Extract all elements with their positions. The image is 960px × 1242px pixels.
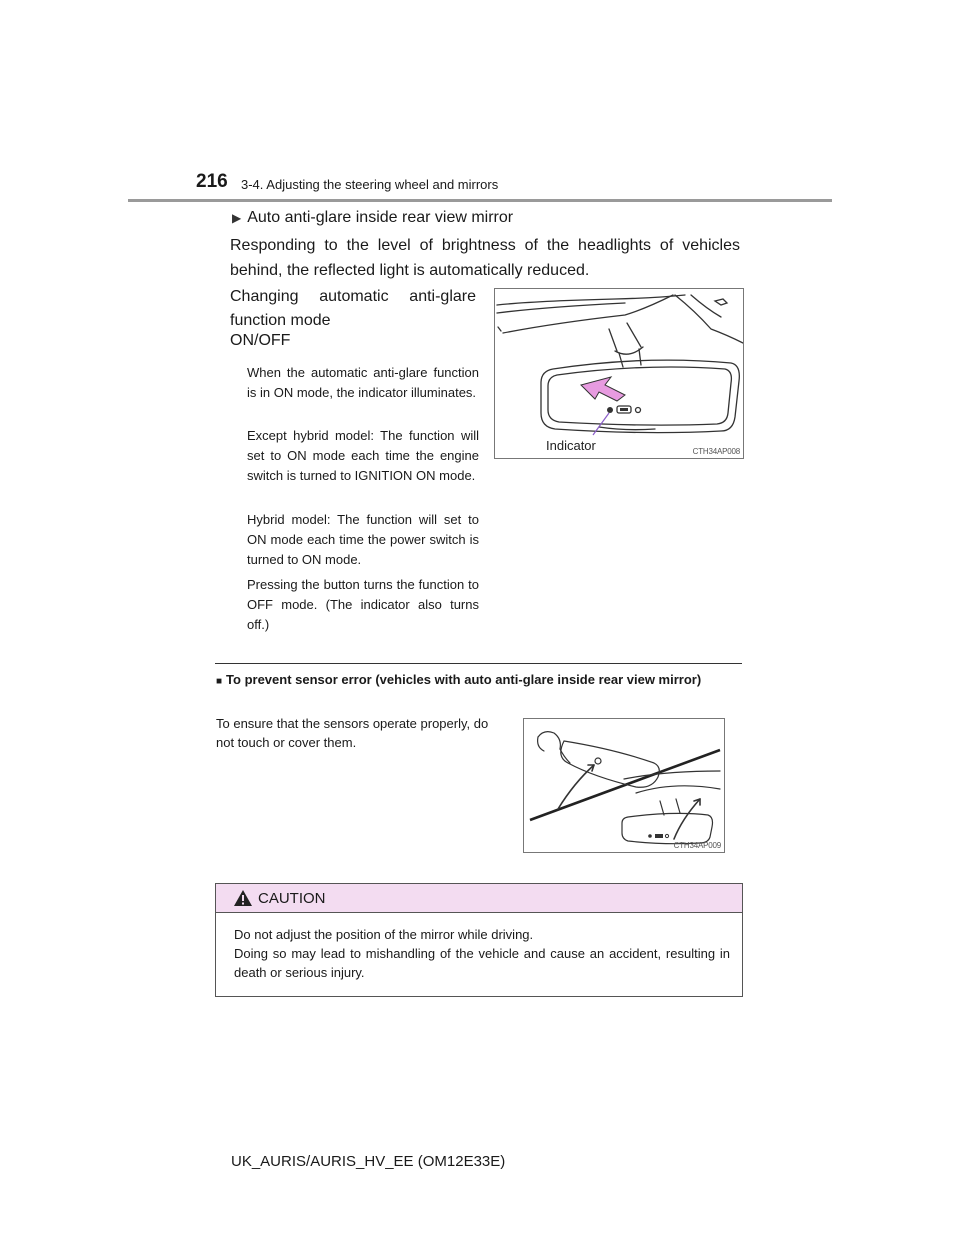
body-paragraph: Pressing the button turns the function to OFF mode. (The indicator also turns off.) xyxy=(247,577,479,632)
mirror-illustration xyxy=(495,289,743,458)
figure-code: CTH34AP008 xyxy=(692,447,740,456)
footer-text: UK_AURIS/AURIS_HV_EE (OM12E33E) xyxy=(231,1153,506,1170)
caution-header xyxy=(216,884,742,913)
mirror-indicator-figure xyxy=(494,288,744,459)
header-divider xyxy=(128,199,832,202)
feature-heading-text: Auto anti-glare inside rear view mirror xyxy=(247,209,514,226)
onoff-label: ON/OFF xyxy=(230,332,291,349)
caution-line: Do not adjust the position of the mirror while driving. xyxy=(234,927,534,942)
caution-line: Doing so may lead to mishandling of the vehicle and cause an accident, resulting in death or serious injury. xyxy=(234,946,730,980)
caution-box xyxy=(215,883,743,997)
note-divider xyxy=(215,663,742,664)
note-title-text: To prevent sensor error (vehicles with auto anti-glare inside rear view mirror) xyxy=(226,672,702,687)
caution-body xyxy=(234,925,730,982)
sensor-figure xyxy=(523,718,725,853)
triangle-right-icon: ▶ xyxy=(232,211,242,225)
body-paragraph: Hybrid model: The function will set to ON mode each time the power switch is turned to ON mode. xyxy=(247,512,479,567)
body-paragraph: When the automatic anti-glare function is in ON mode, the indicator illuminates. xyxy=(247,365,479,400)
body-paragraph: Except hybrid model: The function will set to ON mode each time the engine switch is turned to IGNITION ON mode. xyxy=(247,428,479,483)
note-text: To ensure that the sensors operate properly, do not touch or cover them. xyxy=(216,716,489,750)
subheading: Changing automatic anti-glare function mode xyxy=(230,288,476,329)
section-title: 3-4. Adjusting the steering wheel and mirrors xyxy=(241,177,499,192)
feature-heading xyxy=(232,209,513,227)
indicator-label: Indicator xyxy=(546,438,596,453)
caution-title: CAUTION xyxy=(258,890,326,907)
note-title xyxy=(216,670,742,691)
page-number: 216 xyxy=(196,171,228,192)
sensor-illustration xyxy=(524,719,724,852)
warning-triangle-icon xyxy=(233,889,253,907)
figure-code: CTH34AP009 xyxy=(673,841,721,850)
lead-paragraph: Responding to the level of brightness of the headlights of vehicles behind, the reflected light is automatically reduced. xyxy=(230,237,740,279)
square-bullet-icon: ■ xyxy=(216,676,223,687)
